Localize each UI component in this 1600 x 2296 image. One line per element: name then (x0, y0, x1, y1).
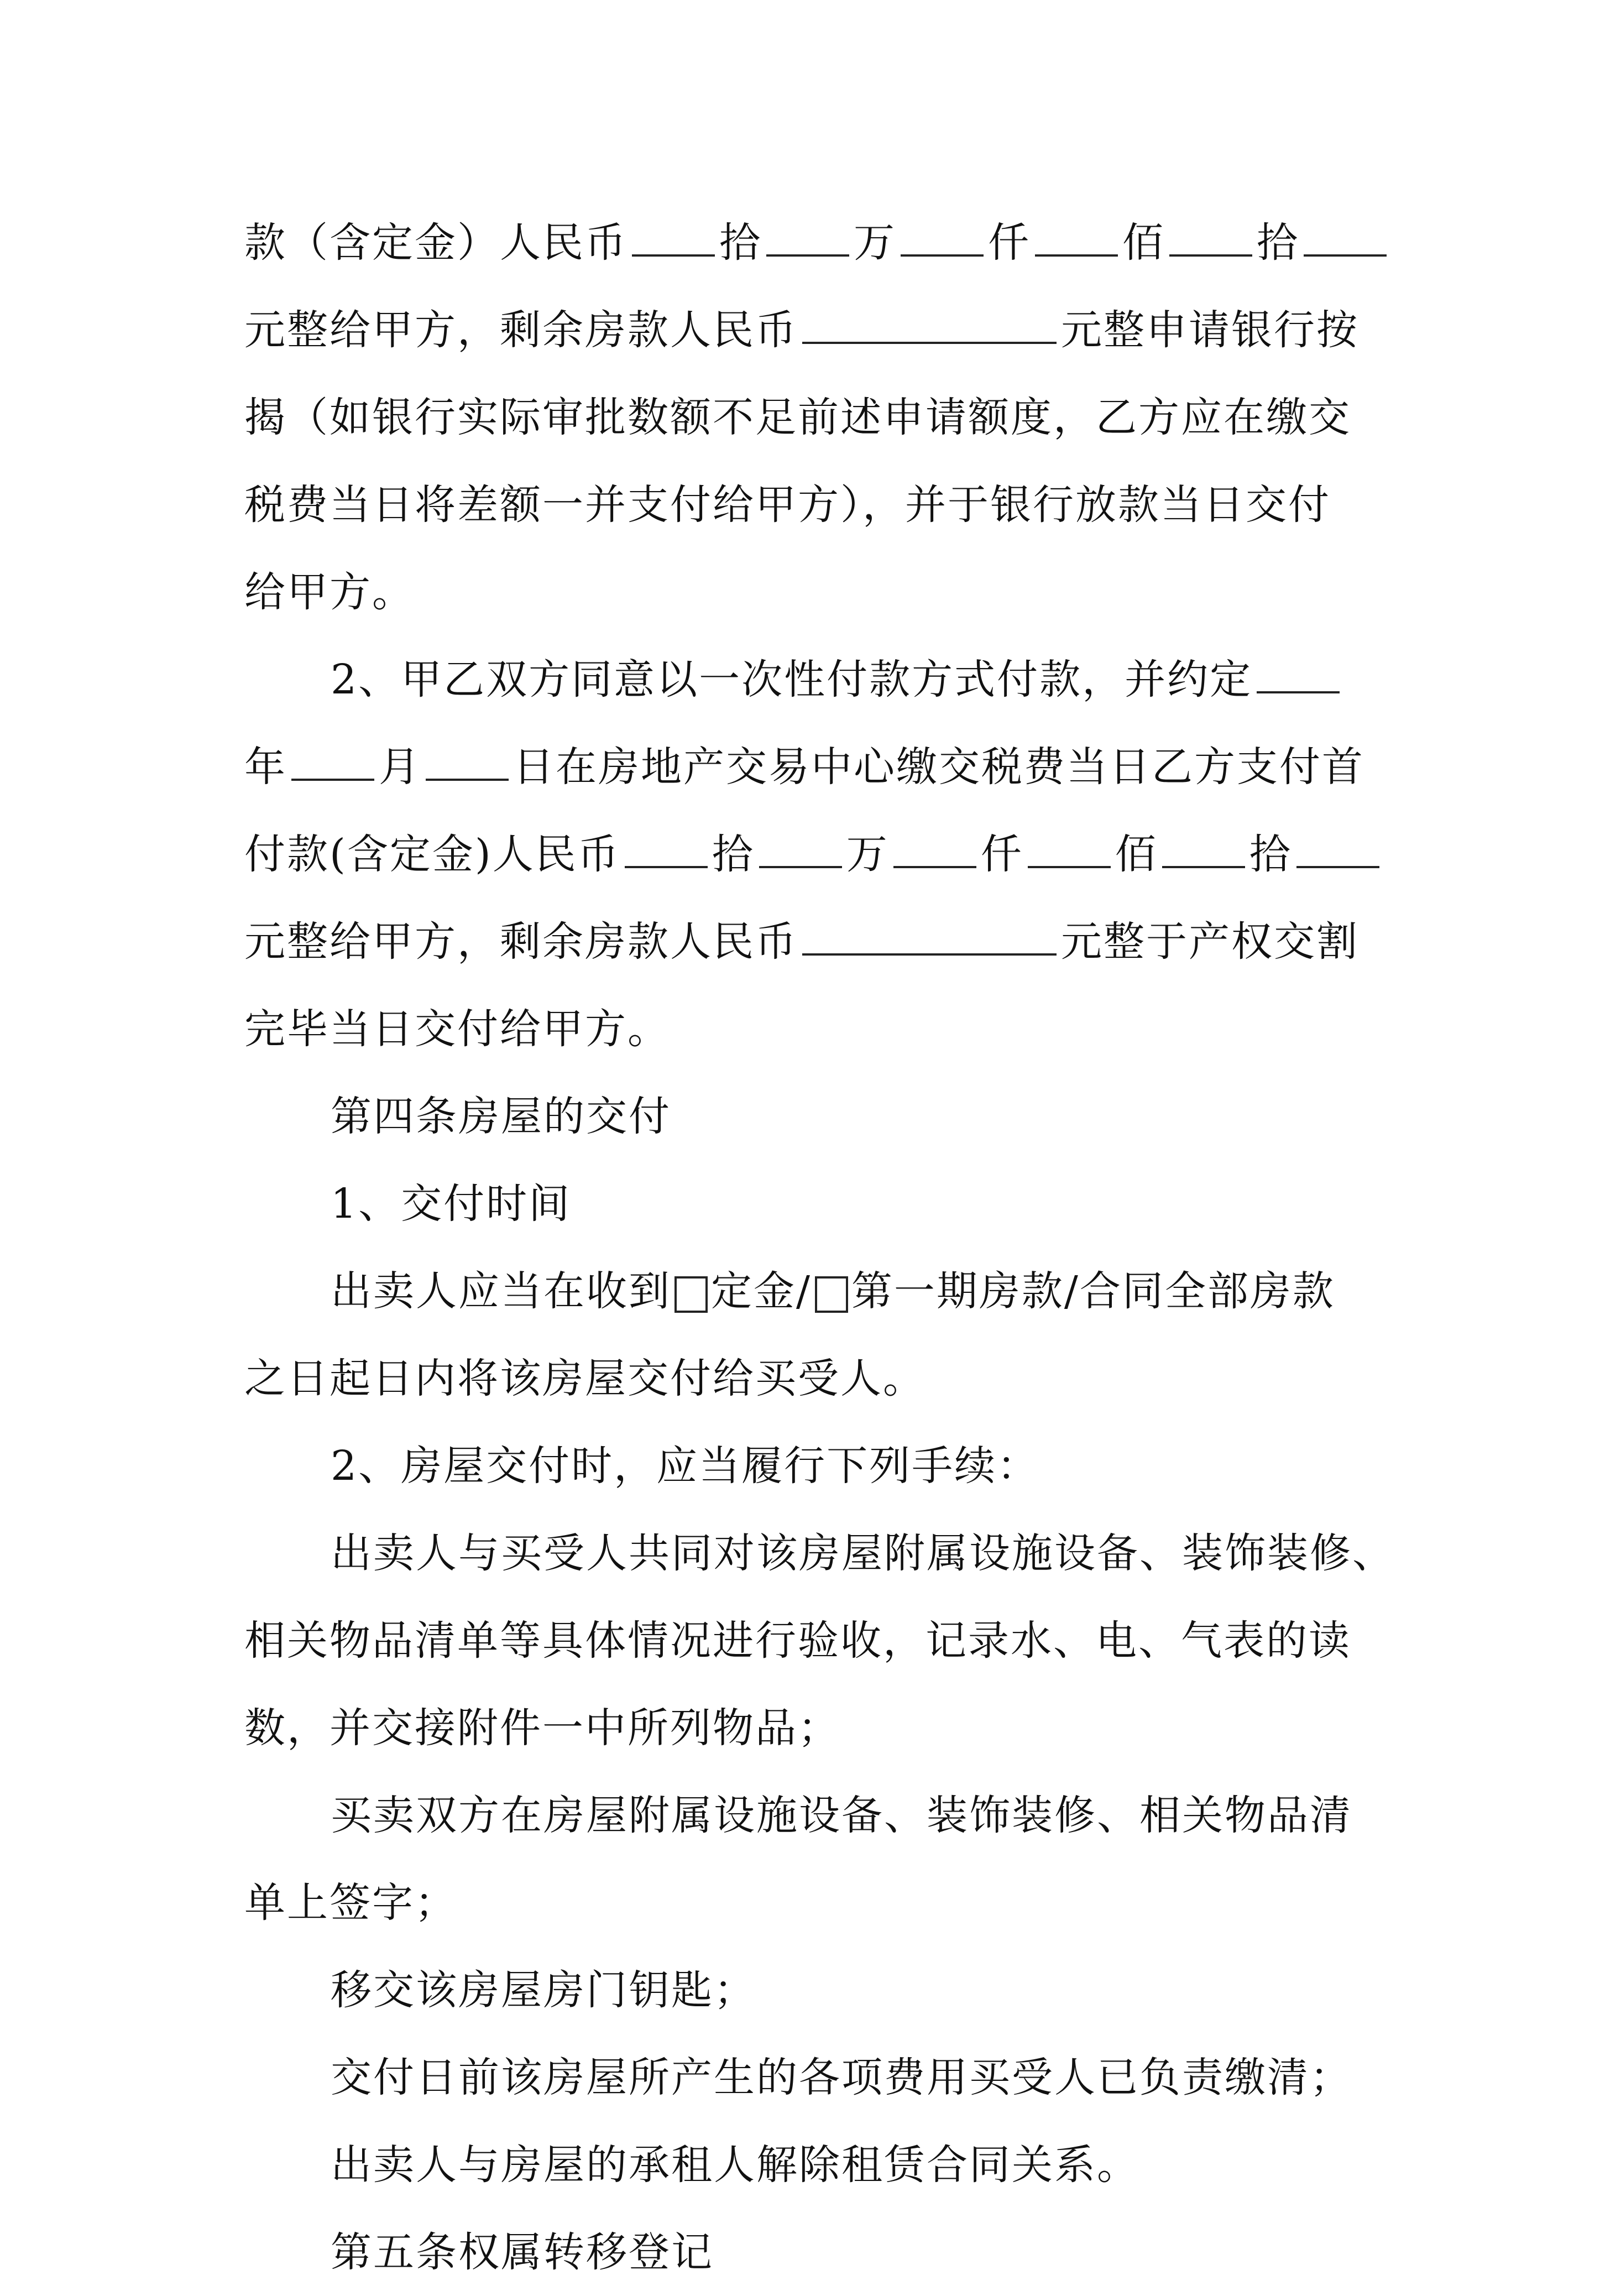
text-line: 交付日前该房屋所产生的各项费用买受人已负责缴清； (331, 2054, 1352, 2101)
payment-line-1: 款（含定金）人民币 拾 万 仟 佰 拾 (244, 199, 1361, 286)
procedure-heading: 2、房屋交付时，应当履行下列手续： (331, 1442, 1040, 1490)
first-payment-checkbox (815, 1276, 848, 1313)
text-line: 揭（如银行实际审批数额不足前述申请额度，乙方应在缴交 (244, 394, 1351, 441)
clause-2-line-1: 2、甲乙双方同意以一次性付款方式付款，并约定 (244, 636, 1361, 723)
delivery-time-heading: 1、交付时间 (331, 1180, 572, 1228)
article-4-heading: 第四条房屋的交付 (331, 1093, 671, 1140)
text-line: 数，并交接附件一中所列物品； (244, 1704, 840, 1752)
text-line: 出卖人与买受人共同对该房屋附属设施设备、装饰装修、 (331, 1530, 1395, 1577)
text-line: 买卖双方在房屋附属设施设备、装饰装修、相关物品清 (331, 1792, 1352, 1839)
payment-line-2: 元整给甲方，剩余房款人民币 元整申请银行按 (244, 286, 1361, 374)
contract-text (244, 199, 1395, 2296)
text-line: 完毕当日交付给甲方。 (244, 1005, 670, 1053)
text-line: 移交该房屋房门钥匙； (331, 1966, 756, 2014)
text-line: 相关物品清单等具体情况进行验收，记录水、电、气表的读 (244, 1617, 1351, 1664)
deposit-checkbox (674, 1276, 708, 1313)
clause-2-date-line: 年 月 日在房地产交易中心缴交税费当日乙方支付首 (244, 723, 1361, 811)
text-line: 之日起日内将该房屋交付给买受人。 (244, 1355, 926, 1402)
payment-line-3: 付款(含定金)人民币 拾 万 仟 佰 拾 (244, 811, 1361, 898)
article-5-heading: 第五条权属转移登记 (331, 2229, 714, 2276)
text-line: 给甲方。 (244, 568, 415, 616)
text-line: 出卖人与房屋的承租人解除租赁合同关系。 (331, 2141, 1139, 2189)
text-line: 单上签字； (244, 1879, 457, 1927)
text-line: 税费当日将差额一并支付给甲方），并于银行放款当日交付 (244, 481, 1331, 529)
payment-line-4: 元整给甲方，剩余房款人民币 元整于产权交割 (244, 898, 1361, 985)
checkbox-line: 出卖人应当在收到 定金/ 第一期房款/合同全部房款 (331, 1267, 1335, 1315)
